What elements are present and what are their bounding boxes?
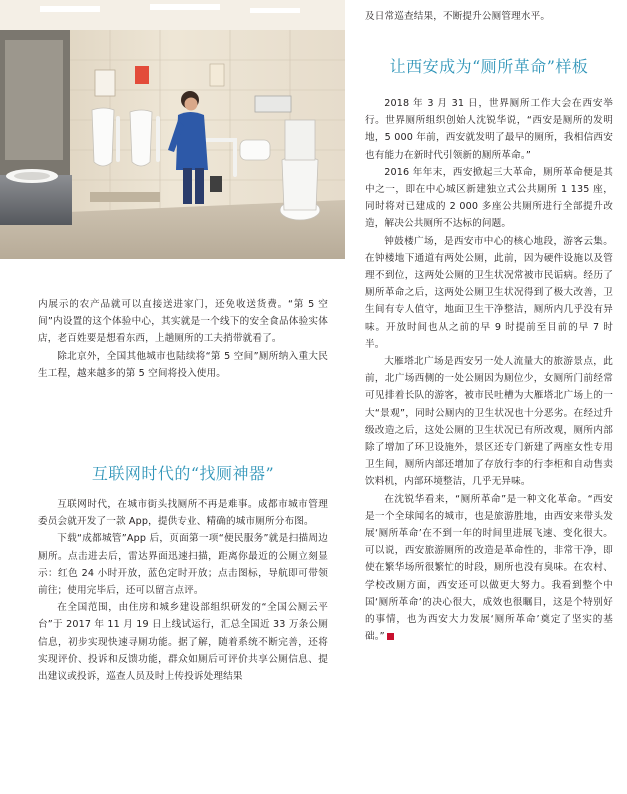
paragraph: 2016 年年末，西安掀起三大革命，厕所革命便是其中之一，即在中心城区新建独立式公共厕所 1 135 座，同时将对已建成的 2 000 多座公共厕所进行全部提升改造，解决公共厕所不达标的问题。	[365, 166, 613, 230]
paragraph-text: 在沈锐华看来，“厕所革命”是一种文化革命。“西安是一个全球闻名的城市，也是旅游胜地，由西安来带头发展‘厕所革命’在不到一年的时间里进展飞速、变化很大。可以说，西安旅游厕所的改造是革命性的，非常干净，即使在繁华场所很繁忙的时段，厕所也没有臭味。在农村、学校改厕方面，西安还可以做更大努力。我看到整个中国‘厕所革命’的决心很大，成效也很瞩目，这是个特别好的事情，也为西安大力发展‘厕所革命’奠定了坚实的基础。”	[365, 493, 613, 643]
section-heading: 互联网时代的“找厕神器”	[91, 464, 275, 483]
paragraph: 钟鼓楼广场，是西安市中心的核心地段，游客云集。在钟楼地下通道有两处公厕，此前，因为硬件设施以及管理不到位，这两处公厕的卫生状况常被市民诟病。经历了厕所革命之后，这两处公厕卫生状况得到了极大改善，卫生间有专人值守，地面卫生干净整洁，厕所内几乎没有异味。开放时间也从之前的早 9 时提前至目前的早 7 时半。	[365, 235, 613, 350]
section-heading-left-wrap	[38, 461, 328, 484]
restroom-photo	[0, 0, 345, 259]
paragraph: 及日常巡查结果，不断提升公厕管理水平。	[365, 11, 551, 22]
paragraph: 2018 年 3 月 31 日，世界厕所工作大会在西安举行。世界厕所组织创始人沈锐华说，“西安是厕所的发明地，5 000 年前，西安就发明了最早的厕所，我相信西安也有能力在新时代引领新的厕所革命。”	[365, 98, 613, 161]
restroom-photo-illustration	[0, 0, 345, 259]
paragraph: 除北京外，全国其他城市也陆续将“第 5 空间”厕所纳入重大民生工程，越来越多的第 5 空间将投入使用。	[38, 350, 328, 379]
paragraph: 大雁塔北广场是西安另一处人流量大的旅游景点，此前，北广场西侧的一处公厕因为厕位少，女厕所门前经常可见排着长队的游客，被市民吐槽为大雁塔北广场上的一大“景观”，同时公厕内的卫生状况也十分恶劣。在经过升级改造之后，这处公厕的卫生状况已有所改观，厕所内部除了增加了环卫设施外，景区还专门新建了两座女性专用卫生间，厕所内部还增加了存放行李的行李柜和自动售卖饮料机，内部环境整洁，几乎无异味。	[365, 356, 613, 488]
paragraph: 互联网时代，在城市街头找厕所不再是难事。成都市城市管理委员会就开发了一款 App，提供专业、精确的城市厕所分布图。	[38, 499, 328, 528]
paragraph: 在全国范围，由住房和城乡建设部组织研发的“全国公厕云平台”于 2017 年 11 月 19 日上线试运行，汇总全国近 33 万条公厕信息，初步实现快速寻厕功能。据了解，随着系统不断完善，还将实现评价、投诉和反馈功能，群众如厕后可评价共享公厕信息、提出建议或投诉，巡查人员及时上传投诉处理结果	[38, 602, 328, 683]
section-heading: 让西安成为“厕所革命”样板	[389, 57, 589, 76]
right-column-top	[365, 8, 613, 25]
section-heading-right-wrap	[365, 54, 613, 77]
left-column-bottom	[38, 496, 328, 685]
paragraph: 下载“成都城管”App 后，页面第一项“便民服务”就是扫描周边厕所。点击进去后，雷达界面迅速扫描，距离你最近的公厕立刻显示：红色 24 小时开放，蓝色定时开放；点击图标，导航即可带领前往；使用完毕后，还可以留言点评。	[38, 533, 328, 597]
left-column-top	[38, 296, 328, 382]
paragraph: 内展示的农产品就可以直接送进家门，还免收送货费。“第 5 空间”内设置的这个体验中心，其实就是一个线下的安全食品体验实体店，老百姓要是想看东西，上趟厕所的工夫捎带就看了。	[38, 299, 328, 345]
paragraph-last	[365, 491, 613, 646]
right-column-body	[365, 95, 613, 646]
end-mark-icon	[387, 633, 394, 640]
